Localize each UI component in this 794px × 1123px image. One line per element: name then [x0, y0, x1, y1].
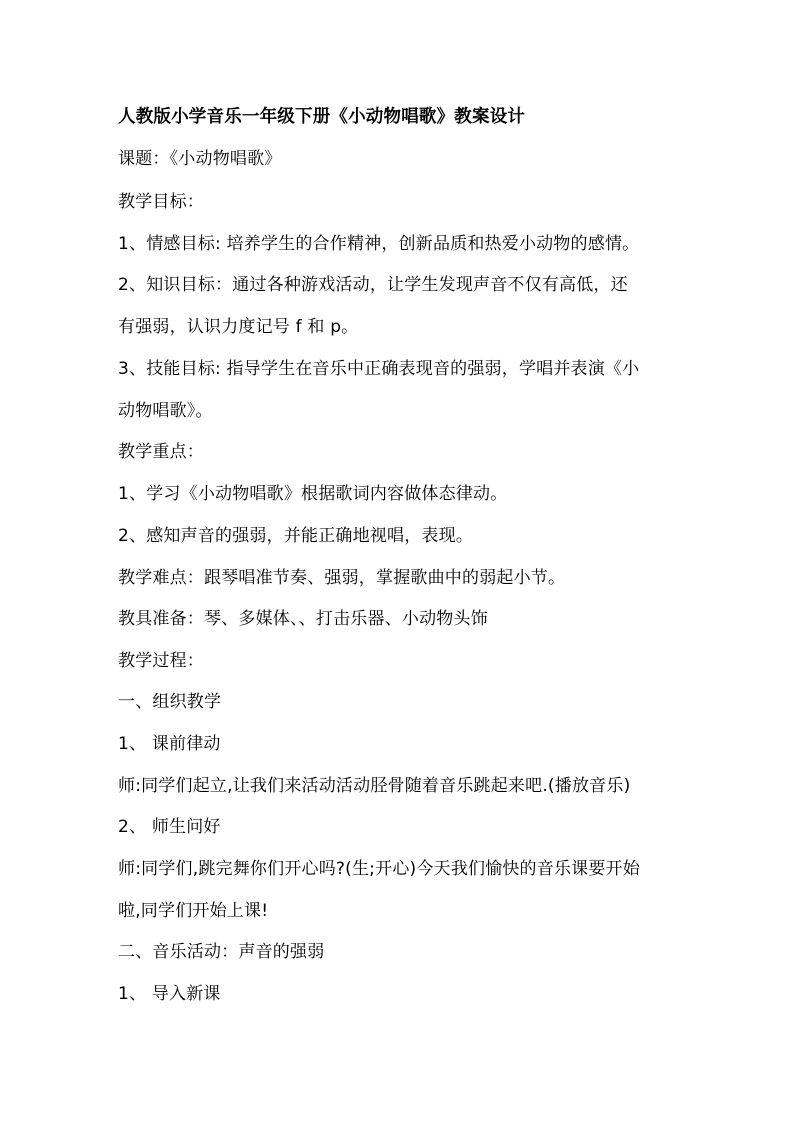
paragraph-line: 有强弱，认识力度记号 f 和 p。: [118, 317, 359, 337]
paragraph-line: 师:同学们,跳完舞你们开心吗?(生;开心)今天我们愉快的音乐课要开始: [118, 859, 640, 879]
paragraph-line: 1、 课前律动: [118, 734, 221, 754]
paragraph-line: 2、 师生问好: [118, 817, 221, 837]
section-heading-objectives: 教学目标：: [118, 192, 204, 212]
paragraph-line: 1、 导入新课: [118, 984, 221, 1004]
section-heading-process: 教学过程：: [118, 651, 204, 671]
paragraph-line: 二、音乐活动：声音的强弱: [118, 942, 325, 962]
document-title: 人教版小学音乐一年级下册《小动物唱歌》教案设计: [118, 107, 526, 127]
paragraph-line: 2、感知声音的强弱，并能正确地视唱，表现。: [118, 526, 474, 546]
paragraph-line: 3、技能目标: 指导学生在音乐中正确表现音的强弱，学唱并表演《小: [118, 359, 640, 379]
paragraph-line: 1、学习《小动物唱歌》根据歌词内容做体态律动。: [118, 484, 508, 504]
lesson-topic: 课题：《小动物唱歌》: [118, 149, 282, 169]
paragraph-line: 师:同学们起立,让我们来活动活动胫骨随着音乐跳起来吧.(播放音乐): [118, 776, 631, 796]
section-heading-key-points: 教学重点：: [118, 442, 204, 462]
paragraph-line: 2、知识目标：通过各种游戏活动，让学生发现声音不仅有高低，还: [118, 275, 628, 295]
paragraph-line: 动物唱歌》。: [118, 401, 213, 421]
paragraph-line: 一、组织教学: [118, 692, 222, 712]
paragraph-line: 1、情感目标: 培养学生的合作精神，创新品质和热爱小动物的感情。: [118, 234, 640, 254]
paragraph-line: 教学难点：跟琴唱准节奏、强弱，掌握歌曲中的弱起小节。: [118, 568, 566, 588]
paragraph-line: 教具准备：琴、多媒体、、打击乐器、小动物头饰: [118, 609, 488, 629]
paragraph-line: 啦,同学们开始上课!: [118, 901, 269, 921]
